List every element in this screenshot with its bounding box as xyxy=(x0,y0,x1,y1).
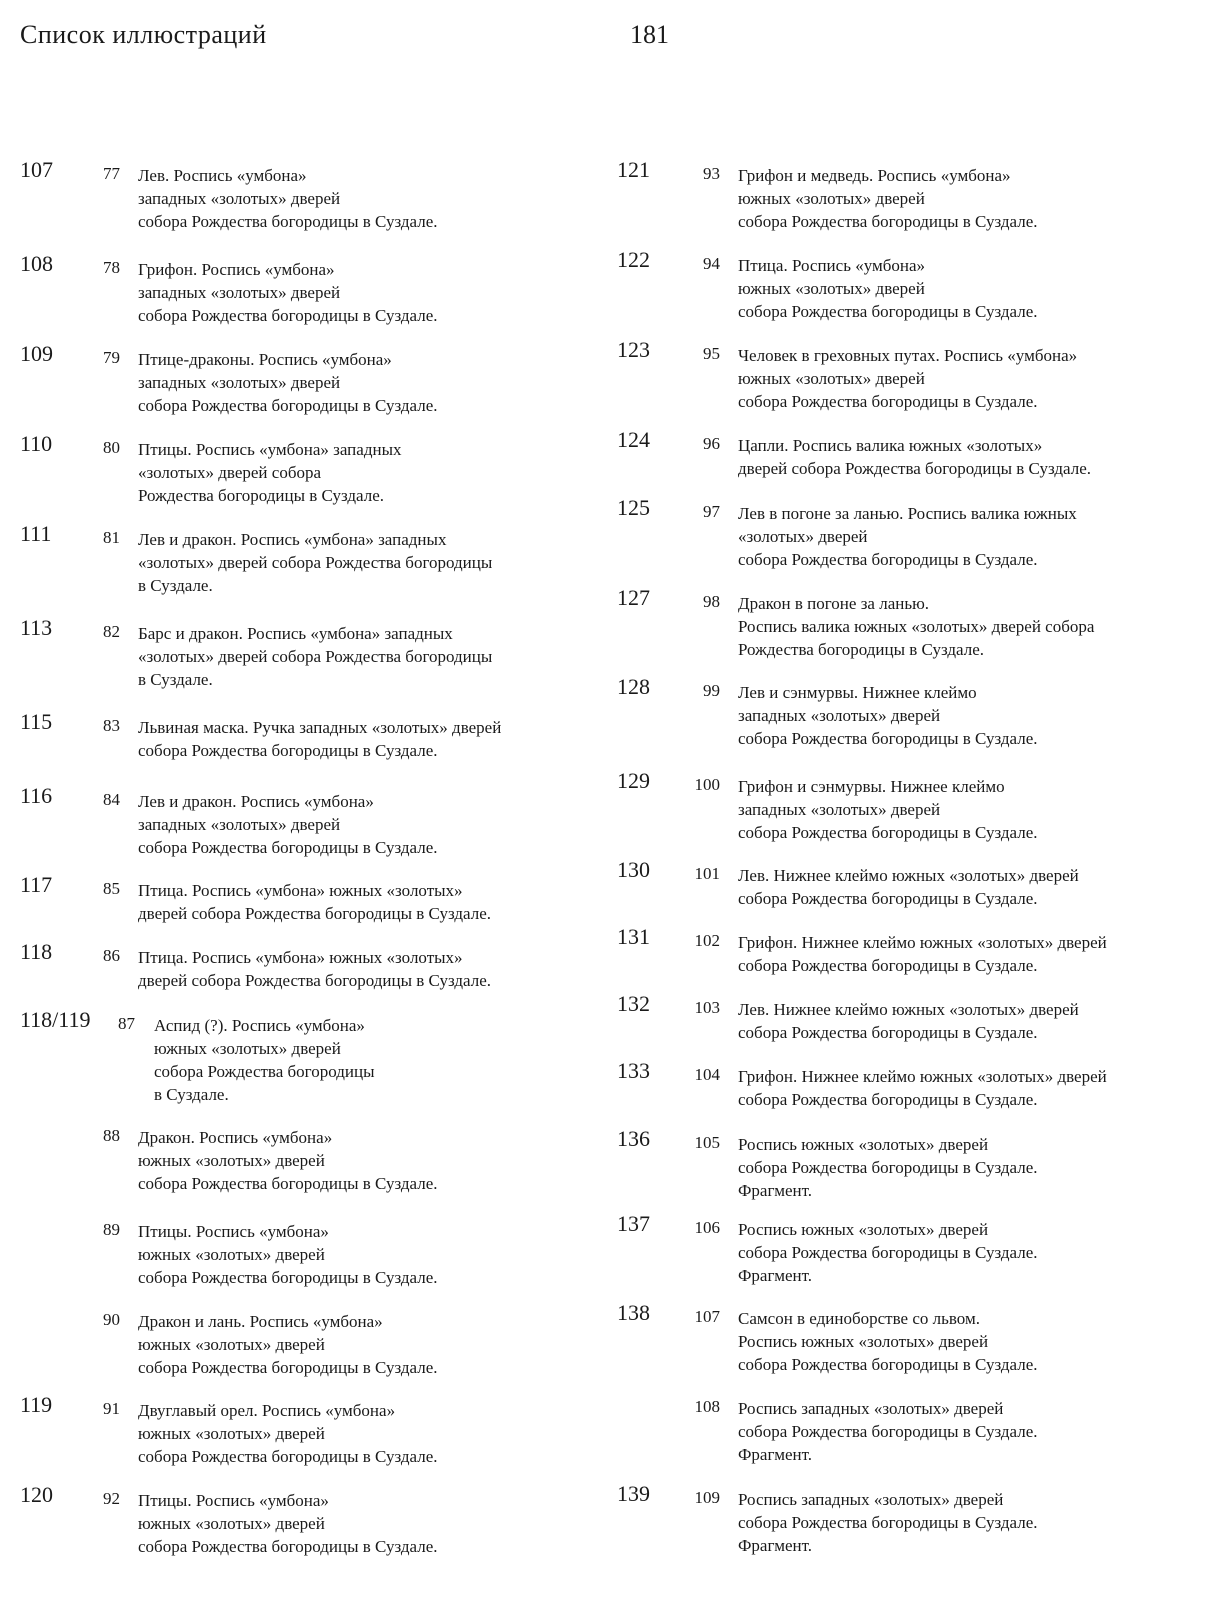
caption-line: Роспись западных «золотых» дверей xyxy=(738,1399,1004,1418)
caption-line: Лев. Нижнее клеймо южных «золотых» дверей xyxy=(738,1000,1079,1019)
caption-line: собора Рождества богородицы в Суздале. xyxy=(738,212,1038,231)
entry-illustration-number: 99 xyxy=(703,681,720,700)
caption-line: южных «золотых» дверей xyxy=(138,1245,325,1264)
caption-line: собора Рождества богородицы в Суздале. xyxy=(138,212,438,231)
caption-line: собора Рождества богородицы в Суздале. xyxy=(138,1174,438,1193)
entry-illustration-number: 95 xyxy=(703,344,720,363)
entry-illustration-number: 81 xyxy=(103,528,120,547)
entry-caption xyxy=(738,931,1107,977)
entry-caption xyxy=(138,946,491,992)
caption-line: Птице-драконы. Роспись «умбона» xyxy=(138,350,392,369)
caption-line: Птицы. Роспись «умбона» xyxy=(138,1491,329,1510)
caption-line: западных «золотых» дверей xyxy=(738,706,941,725)
entry-caption xyxy=(138,1310,437,1379)
entry-page-number: 123 xyxy=(617,337,650,362)
caption-line: Фрагмент. xyxy=(738,1266,813,1285)
entry-illustration-number: 109 xyxy=(694,1488,720,1507)
caption-line: Роспись южных «золотых» дверей xyxy=(738,1220,989,1239)
entry-caption xyxy=(738,254,1037,323)
entry-page-number: 118 xyxy=(20,939,53,964)
entry-illustration-number: 77 xyxy=(103,164,120,183)
entry-illustration-number: 82 xyxy=(103,622,120,641)
caption-line: западных «золотых» дверей xyxy=(738,800,941,819)
entry-page-number: 115 xyxy=(20,709,53,734)
caption-line: собора Рождества богородицы в Суздале. xyxy=(738,889,1038,908)
caption-line: собора Рождества богородицы в Суздале. xyxy=(138,838,438,857)
caption-line: западных «золотых» дверей xyxy=(138,189,341,208)
caption-line: Дракон и лань. Роспись «умбона» xyxy=(138,1312,383,1331)
caption-line: Цапли. Роспись валика южных «золотых» xyxy=(738,436,1043,455)
caption-line: Птица. Роспись «умбона» южных «золотых» xyxy=(138,881,463,900)
caption-line: собора Рождества богородицы в Суздале. xyxy=(138,396,438,415)
caption-line: дверей собора Рождества богородицы в Суздале. xyxy=(138,904,491,923)
entry-caption xyxy=(738,434,1091,480)
entry-caption xyxy=(738,1307,1037,1376)
entry-caption xyxy=(138,258,437,327)
caption-line: Дракон в погоне за ланью. xyxy=(738,594,930,613)
entry-page-number: 116 xyxy=(20,783,53,808)
entry-caption xyxy=(738,1133,1037,1202)
caption-line: южных «золотых» дверей xyxy=(138,1151,325,1170)
entry-page-number: 119 xyxy=(20,1392,53,1417)
entry-page-number: 121 xyxy=(617,157,650,182)
entry-illustration-number: 93 xyxy=(703,164,720,183)
caption-line: «золотых» дверей xyxy=(738,527,868,546)
caption-line: Фрагмент. xyxy=(738,1445,813,1464)
entry-caption xyxy=(738,864,1079,910)
caption-line: Птицы. Роспись «умбона» xyxy=(138,1222,329,1241)
caption-line: собора Рождества богородицы в Суздале. xyxy=(738,1422,1038,1441)
caption-line: южных «золотых» дверей xyxy=(154,1039,341,1058)
caption-line: Рождества богородицы в Суздале. xyxy=(138,486,384,505)
caption-line: «золотых» дверей собора xyxy=(138,463,322,482)
entry-page-number: 107 xyxy=(20,157,53,182)
caption-line: собора Рождества богородицы в Суздале. xyxy=(738,1090,1038,1109)
entry-page-number: 129 xyxy=(617,768,650,793)
caption-line: собора Рождества богородицы в Суздале. xyxy=(738,729,1038,748)
caption-line: Фрагмент. xyxy=(738,1181,813,1200)
caption-line: Птицы. Роспись «умбона» западных xyxy=(138,440,402,459)
caption-line: в Суздале. xyxy=(138,576,213,595)
caption-line: Лев. Роспись «умбона» xyxy=(138,166,307,185)
entry-caption xyxy=(138,879,491,925)
entry-illustration-number: 105 xyxy=(694,1133,720,1152)
caption-line: собора Рождества богородицы xyxy=(154,1062,375,1081)
entry-illustration-number: 92 xyxy=(103,1489,120,1508)
caption-line: южных «золотых» дверей xyxy=(738,369,925,388)
caption-line: собора Рождества богородицы в Суздале. xyxy=(738,1513,1038,1532)
caption-line: собора Рождества богородицы в Суздале. xyxy=(738,550,1038,569)
caption-line: дверей собора Рождества богородицы в Суздале. xyxy=(738,459,1091,478)
caption-line: западных «золотых» дверей xyxy=(138,815,341,834)
entry-illustration-number: 78 xyxy=(103,258,120,277)
caption-line: Аспид (?). Роспись «умбона» xyxy=(154,1016,365,1035)
entry-page-number: 124 xyxy=(617,427,650,452)
entry-illustration-number: 86 xyxy=(103,946,120,965)
entry-illustration-number: 96 xyxy=(703,434,720,453)
caption-line: собора Рождества богородицы в Суздале. xyxy=(738,392,1038,411)
caption-line: собора Рождества богородицы в Суздале. xyxy=(738,1355,1038,1374)
caption-line: Грифон и сэнмурвы. Нижнее клеймо xyxy=(738,777,1005,796)
entry-caption xyxy=(138,1399,437,1468)
caption-line: собора Рождества богородицы в Суздале. xyxy=(738,302,1038,321)
caption-line: Грифон. Нижнее клеймо южных «золотых» дверей xyxy=(738,933,1107,952)
caption-line: собора Рождества богородицы в Суздале. xyxy=(738,1158,1038,1177)
entry-page-number: 122 xyxy=(617,247,650,272)
entry-page-number: 128 xyxy=(617,674,650,699)
page-title: Список иллюстраций xyxy=(20,20,267,49)
entry-caption xyxy=(138,716,501,762)
entry-page-number: 108 xyxy=(20,251,53,276)
entry-page-number: 109 xyxy=(20,341,53,366)
caption-line: Роспись южных «золотых» дверей xyxy=(738,1135,989,1154)
caption-line: собора Рождества богородицы в Суздале. xyxy=(738,1023,1038,1042)
caption-line: южных «золотых» дверей xyxy=(738,189,925,208)
entry-page-number: 136 xyxy=(617,1126,650,1151)
caption-line: западных «золотых» дверей xyxy=(138,283,341,302)
caption-line: Лев и сэнмурвы. Нижнее клеймо xyxy=(738,683,977,702)
entry-illustration-number: 79 xyxy=(103,348,120,367)
entry-illustration-number: 103 xyxy=(694,998,720,1017)
entry-caption xyxy=(738,1397,1037,1466)
page-number: 181 xyxy=(630,20,669,49)
entry-page-number: 111 xyxy=(20,521,52,546)
entry-page-number: 133 xyxy=(617,1058,650,1083)
entry-page-number: 130 xyxy=(617,857,650,882)
caption-line: Птица. Роспись «умбона» южных «золотых» xyxy=(138,948,463,967)
entry-caption xyxy=(738,998,1079,1044)
caption-line: Роспись валика южных «золотых» дверей собора xyxy=(738,617,1095,636)
caption-line: «золотых» дверей собора Рождества богородицы xyxy=(138,553,493,572)
entry-illustration-number: 80 xyxy=(103,438,120,457)
entry-page-number: 127 xyxy=(617,585,650,610)
caption-line: собора Рождества богородицы в Суздале. xyxy=(138,1447,438,1466)
entry-caption xyxy=(154,1014,375,1106)
caption-line: южных «золотых» дверей xyxy=(138,1335,325,1354)
caption-line: собора Рождества богородицы в Суздале. xyxy=(138,306,438,325)
entry-caption xyxy=(738,592,1094,661)
entry-page-number: 113 xyxy=(20,615,53,640)
caption-line: западных «золотых» дверей xyxy=(138,373,341,392)
entry-page-number: 117 xyxy=(20,872,53,897)
caption-line: в Суздале. xyxy=(138,670,213,689)
entry-caption xyxy=(138,622,492,691)
caption-line: Лев в погоне за ланью. Роспись валика южных xyxy=(738,504,1077,523)
caption-line: южных «золотых» дверей xyxy=(738,279,925,298)
entry-illustration-number: 83 xyxy=(103,716,120,735)
caption-line: Самсон в единоборстве со львом. xyxy=(738,1309,980,1328)
caption-line: собора Рождества богородицы в Суздале. xyxy=(138,741,438,760)
entry-illustration-number: 89 xyxy=(103,1220,120,1239)
entry-illustration-number: 94 xyxy=(703,254,720,273)
entry-illustration-number: 85 xyxy=(103,879,120,898)
caption-line: Барс и дракон. Роспись «умбона» западных xyxy=(138,624,453,643)
caption-line: Роспись западных «золотых» дверей xyxy=(738,1490,1004,1509)
caption-line: собора Рождества богородицы в Суздале. xyxy=(738,823,1038,842)
entry-caption xyxy=(138,438,402,507)
entry-caption xyxy=(138,528,492,597)
entry-illustration-number: 104 xyxy=(694,1065,720,1084)
entry-caption xyxy=(138,164,437,233)
caption-line: «золотых» дверей собора Рождества богородицы xyxy=(138,647,493,666)
entry-illustration-number: 91 xyxy=(103,1399,120,1418)
entry-page-number: 132 xyxy=(617,991,650,1016)
entry-page-number: 137 xyxy=(617,1211,650,1236)
entry-illustration-number: 98 xyxy=(703,592,720,611)
caption-line: Львиная маска. Ручка западных «золотых» дверей xyxy=(138,718,502,737)
entry-caption xyxy=(138,1220,437,1289)
caption-line: Лев и дракон. Роспись «умбона» xyxy=(138,792,374,811)
caption-line: Роспись южных «золотых» дверей xyxy=(738,1332,989,1351)
entry-illustration-number: 97 xyxy=(703,502,720,521)
entry-caption xyxy=(138,1126,437,1195)
caption-line: собора Рождества богородицы в Суздале. xyxy=(138,1537,438,1556)
entry-illustration-number: 100 xyxy=(694,775,720,794)
entry-page-number: 118/119 xyxy=(20,1007,91,1032)
entry-illustration-number: 107 xyxy=(694,1307,720,1326)
caption-line: собора Рождества богородицы в Суздале. xyxy=(138,1268,438,1287)
entry-caption xyxy=(738,775,1037,844)
entry-caption xyxy=(138,1489,437,1558)
entry-caption xyxy=(738,681,1037,750)
entry-illustration-number: 108 xyxy=(694,1397,720,1416)
entry-page-number: 110 xyxy=(20,431,53,456)
caption-line: в Суздале. xyxy=(154,1085,229,1104)
entry-page-number: 120 xyxy=(20,1482,53,1507)
caption-line: Двуглавый орел. Роспись «умбона» xyxy=(138,1401,396,1420)
entry-caption xyxy=(738,502,1077,571)
caption-line: Дракон. Роспись «умбона» xyxy=(138,1128,333,1147)
caption-line: Человек в греховных путах. Роспись «умбона» xyxy=(738,346,1078,365)
entry-page-number: 139 xyxy=(617,1481,650,1506)
caption-line: собора Рождества богородицы в Суздале. xyxy=(738,1243,1038,1262)
caption-line: Рождества богородицы в Суздале. xyxy=(738,640,984,659)
entry-caption xyxy=(138,790,437,859)
entry-caption xyxy=(738,1488,1037,1557)
entry-illustration-number: 87 xyxy=(118,1014,135,1033)
entry-illustration-number: 84 xyxy=(103,790,120,809)
entry-illustration-number: 102 xyxy=(694,931,720,950)
entry-illustration-number: 90 xyxy=(103,1310,120,1329)
caption-line: Птица. Роспись «умбона» xyxy=(738,256,926,275)
caption-line: Грифон. Нижнее клеймо южных «золотых» дверей xyxy=(738,1067,1107,1086)
entry-caption xyxy=(738,1065,1107,1111)
entry-caption xyxy=(138,348,437,417)
caption-line: Лев и дракон. Роспись «умбона» западных xyxy=(138,530,447,549)
caption-line: собора Рождества богородицы в Суздале. xyxy=(738,956,1038,975)
entry-caption xyxy=(738,164,1037,233)
caption-line: Лев. Нижнее клеймо южных «золотых» дверей xyxy=(738,866,1079,885)
caption-line: Грифон и медведь. Роспись «умбона» xyxy=(738,166,1011,185)
entry-caption xyxy=(738,1218,1037,1287)
caption-line: Грифон. Роспись «умбона» xyxy=(138,260,335,279)
caption-line: южных «золотых» дверей xyxy=(138,1424,325,1443)
entry-page-number: 138 xyxy=(617,1300,650,1325)
entry-caption xyxy=(738,344,1077,413)
entry-illustration-number: 88 xyxy=(103,1126,120,1145)
entry-page-number: 131 xyxy=(617,924,650,949)
caption-line: дверей собора Рождества богородицы в Суздале. xyxy=(138,971,491,990)
entry-page-number: 125 xyxy=(617,495,650,520)
caption-line: Фрагмент. xyxy=(738,1536,813,1555)
entry-illustration-number: 106 xyxy=(694,1218,720,1237)
caption-line: собора Рождества богородицы в Суздале. xyxy=(138,1358,438,1377)
caption-line: южных «золотых» дверей xyxy=(138,1514,325,1533)
entry-illustration-number: 101 xyxy=(694,864,720,883)
